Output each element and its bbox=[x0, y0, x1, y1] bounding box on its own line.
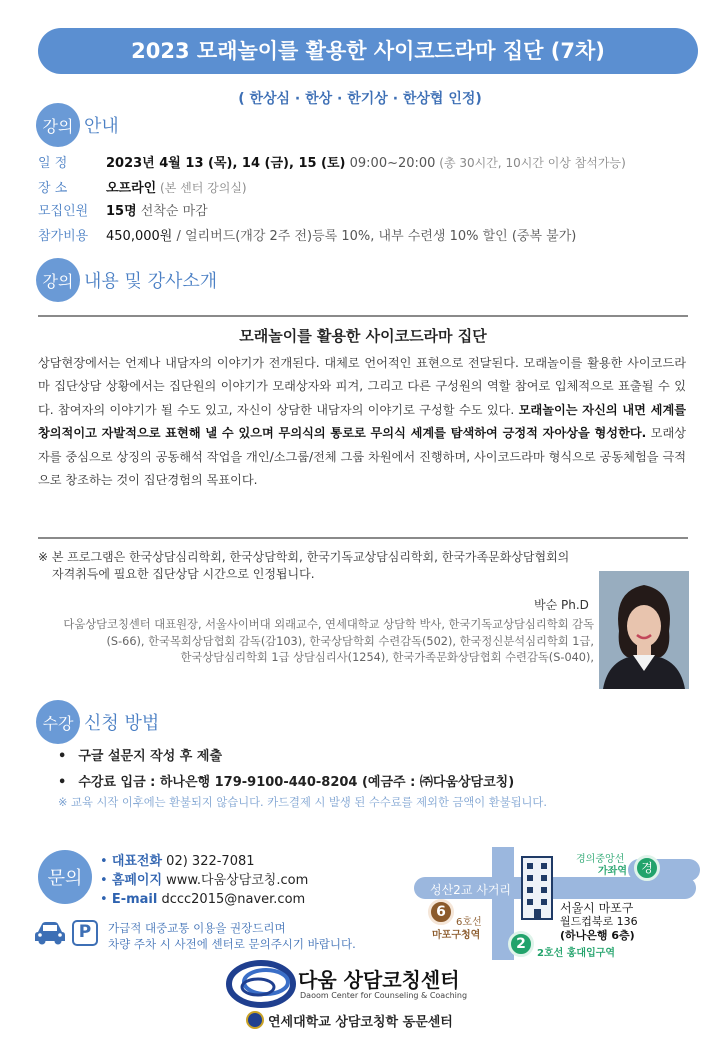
divider-bottom bbox=[38, 537, 688, 539]
instructor-photo bbox=[599, 571, 689, 689]
map-address bbox=[560, 901, 638, 943]
info-date-main: 2023년 4월 13 (목), 14 (금), 15 (토) bbox=[106, 156, 346, 171]
contact-web-label: 홈페이지 bbox=[111, 873, 163, 888]
info-recruit-main: 15명 bbox=[106, 204, 137, 219]
course-desc-part2: 모래상자를 중심으로 상징의 공동해석 작업을 개인/소그룹/전체 그룹 차원에서 진행하며, 사이코드라마 형식으로 공동체험을 극적으로 창조하는 것이 집단경험의 목표이다. bbox=[38, 426, 686, 488]
info-fee-main: 450,000원 bbox=[106, 229, 173, 244]
course-desc-bold: 모래놀이는 자신의 내면 세계를 창의적이고 자발적으로 표현해 낼 수 있으며 무의식의 통로로 무의식 세계를 탐색하여 긍정적 자아상을 형성한다. bbox=[38, 402, 686, 441]
contact-mail-link[interactable]: dccc2015@naver.com bbox=[157, 892, 306, 907]
location-map bbox=[410, 845, 700, 960]
certification-note: ( 한상심 · 한상 · 한기상 · 한상협 인정) bbox=[238, 91, 482, 107]
info-date-note: (총 30시간, 10시간 이상 참석가능) bbox=[435, 156, 626, 170]
gyeongui-badge: 경 bbox=[634, 855, 660, 881]
line6-badge: 6 bbox=[428, 899, 454, 925]
section-content-circle: 강의 bbox=[36, 258, 80, 302]
info-recruit-row bbox=[38, 203, 208, 221]
section-guide-title: 안내 bbox=[84, 116, 119, 137]
accreditation-line2: 자격취득에 필요한 집단상담 시간으로 인정됩니다. bbox=[52, 567, 315, 581]
course-desc-part1: 상담현장에서는 언제나 내담자의 이야기가 전개된다. 대체로 언어적인 표현으로 전달된다. 모래놀이를 활용한 사이코드라마 집단상담 상황에서는 집단원의 이야기가 모래상자와 피겨, 그리고 다른 구성원의 역할 참여로 입체적으로 표출될 수 있다. 참여자의 이야기가 될 수도 있고, 자신이 상담한 내담자의 이야기로 구성할 수도 있다. bbox=[38, 356, 686, 417]
info-fee-sub: / 얼리버드(개강 2주 전)등록 10%, 내부 수련생 10% 할인 (중복 불가) bbox=[172, 229, 577, 244]
center-english-name: Daoom Center for Counseling & Coaching bbox=[300, 991, 468, 1000]
parking-icon: P bbox=[72, 920, 98, 946]
divider-top bbox=[38, 315, 688, 317]
info-fee-label: 참가비용 bbox=[38, 229, 89, 244]
map-crossroad-label: 성산2교 사거리 bbox=[430, 883, 512, 897]
apply-steps bbox=[58, 744, 514, 796]
info-recruit-sub: 선착순 마감 bbox=[136, 204, 208, 219]
course-title: 모래놀이를 활용한 사이코드라마 집단 bbox=[239, 327, 487, 345]
instructor-bio-line3: 한국상담심리학회 1급 상담심리사(1254), 한국가족문화상담협회 수련감독(S-040), bbox=[180, 651, 594, 664]
page-title-banner: 2023 모래놀이를 활용한 사이코드라마 집단 (7차) bbox=[38, 28, 698, 74]
apply-step-survey bbox=[58, 744, 514, 770]
contact-phone-label: 대표전화 bbox=[111, 854, 163, 869]
accreditation-note bbox=[38, 549, 569, 583]
refund-warning: ※ 교육 시작 이후에는 환불되지 않습니다. 카드결제 시 발생 된 수수료를 제외한 금액이 환불됩니다. bbox=[58, 796, 547, 809]
contact-web-link[interactable]: www.다움상담코칭.com bbox=[162, 873, 309, 888]
building-icon bbox=[522, 857, 552, 919]
info-place-label: 장 소 bbox=[38, 181, 68, 196]
map-address-line1: 서울시 마포구 bbox=[560, 901, 634, 915]
map-address-line2: 월드컵북로 136 bbox=[560, 915, 638, 928]
section-contact-circle: 문의 bbox=[38, 850, 92, 904]
gyeongui-line-label: 경의중앙선 bbox=[576, 854, 625, 865]
info-place-main: 오프라인 bbox=[106, 181, 157, 196]
section-content-title: 내용 및 강사소개 bbox=[84, 271, 218, 292]
info-date-row bbox=[38, 154, 626, 172]
course-description bbox=[38, 352, 686, 492]
apply-step-survey-text: 구글 설문지 작성 후 제출 bbox=[78, 749, 222, 764]
gyeongui-station: 가좌역 bbox=[598, 866, 627, 877]
section-apply-title: 신청 방법 bbox=[84, 713, 160, 734]
apply-step-payment bbox=[58, 770, 514, 796]
line2-station: 2호선 홍대입구역 bbox=[537, 948, 616, 959]
contact-mail-label: E-mail bbox=[111, 892, 158, 907]
section-apply-heading bbox=[36, 700, 159, 744]
center-name: 다움 상담코칭센터 bbox=[298, 968, 460, 992]
info-date-time: 09:00~20:00 bbox=[345, 156, 436, 171]
instructor-bio-line2: (S-66), 한국목회상담협회 감독(감103), 한국상담학회 수련감독(502), 한국정신분석심리학회 1급, bbox=[106, 634, 594, 648]
car-icon bbox=[34, 920, 66, 950]
info-place-sub: (본 센터 강의실) bbox=[156, 181, 247, 195]
section-content-heading bbox=[36, 258, 217, 302]
daum-logo-icon bbox=[226, 960, 296, 1012]
instructor-bio bbox=[22, 617, 594, 667]
info-place-row bbox=[38, 179, 247, 197]
instructor-name: 박순 Ph.D bbox=[534, 598, 589, 612]
contact-phone-row: • 대표전화 02) 322-7081 bbox=[100, 854, 255, 869]
instructor-bio-line1: 다움상담코칭센터 대표원장, 서울사이버대 외래교수, 연세대학교 상담학 박사, 한국기독교상담심리학회 감독 bbox=[63, 618, 594, 631]
info-date-label: 일 정 bbox=[38, 156, 68, 171]
line6-station: 마포구청역 bbox=[432, 930, 481, 941]
section-guide-heading bbox=[36, 103, 119, 147]
info-fee-row bbox=[38, 228, 576, 246]
section-apply-circle: 수강 bbox=[36, 700, 80, 744]
apply-step-payment-text: 수강료 입금 : 하나은행 179-9100-440-8204 (예금주 : ㈜다움상담코칭) bbox=[78, 775, 515, 790]
parking-notice bbox=[108, 920, 356, 952]
line6-label: 6호선 bbox=[456, 917, 482, 928]
line2-badge: 2 bbox=[508, 931, 534, 957]
parking-line2: 차량 주차 시 사전에 센터로 문의주시기 바랍니다. bbox=[108, 937, 356, 951]
map-address-line3: (하나은행 6층) bbox=[560, 929, 635, 942]
contact-web-row: • 홈페이지 www.다움상담코칭.com bbox=[100, 873, 309, 888]
contact-info bbox=[100, 852, 308, 909]
info-recruit-label: 모집인원 bbox=[38, 204, 89, 219]
contact-phone-value[interactable]: 02) 322-7081 bbox=[162, 854, 255, 869]
parking-line1: 가급적 대중교통 이용을 권장드리며 bbox=[108, 921, 286, 935]
accreditation-line1: ※ 본 프로그램은 한국상담심리학회, 한국상담학회, 한국기독교상담심리학회, 한국가족문화상담협회의 bbox=[38, 550, 570, 564]
section-guide-circle: 강의 bbox=[36, 103, 80, 147]
yonsei-alumni-center: 연세대학교 상담코칭학 동문센터 bbox=[268, 1015, 453, 1030]
contact-mail-row: • E-mail dccc2015@naver.com bbox=[100, 892, 306, 907]
yonsei-emblem-icon bbox=[246, 1011, 264, 1029]
